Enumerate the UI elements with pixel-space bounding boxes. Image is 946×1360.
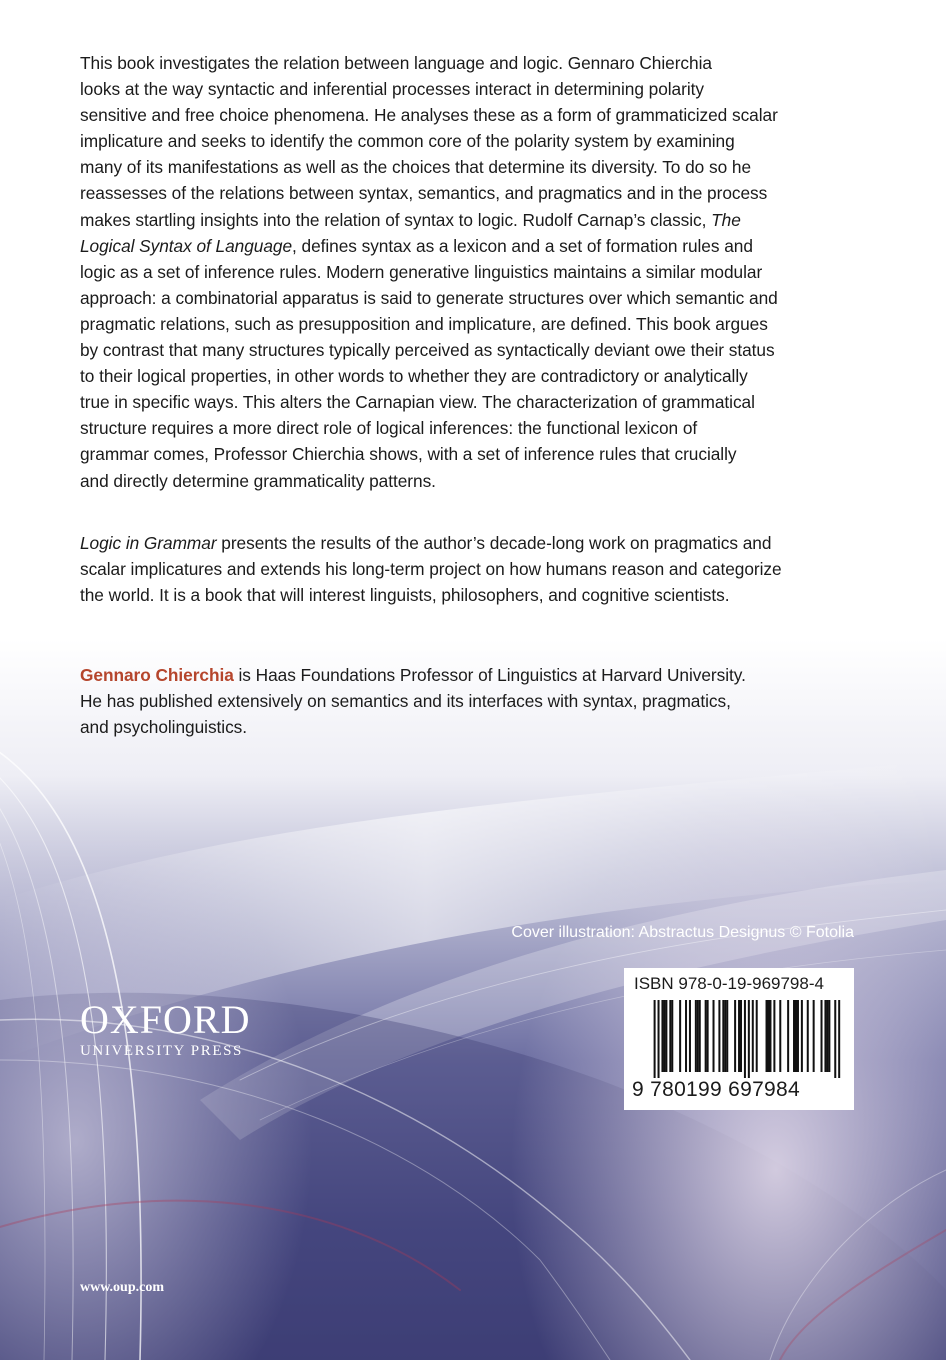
barcode-bar bbox=[665, 1000, 667, 1072]
barcode-bar bbox=[722, 1000, 724, 1072]
description-line: many of its manifestations as well as the choices that determine its diversity. To do so he bbox=[80, 157, 752, 178]
barcode-bar bbox=[671, 1000, 673, 1072]
description-line: This book investigates the relation between language and logic. Gennaro Chierchia bbox=[80, 53, 712, 73]
barcode-bar bbox=[654, 1000, 656, 1078]
description-line: and directly determine grammaticality patterns. bbox=[80, 470, 436, 491]
barcode-bar bbox=[821, 1000, 823, 1072]
cited-title-start: The bbox=[711, 209, 741, 230]
barcode-bar bbox=[801, 1000, 803, 1072]
barcode-bar bbox=[679, 1000, 681, 1072]
description-line: grammar comes, Professor Chierchia shows, with a set of inference rules that crucially bbox=[80, 444, 737, 465]
book-title: Logic in Grammar bbox=[80, 533, 217, 553]
author-bio bbox=[80, 662, 860, 740]
publisher-logo bbox=[80, 997, 300, 1060]
barcode-bar bbox=[748, 1000, 750, 1078]
publisher-name: OXFORD bbox=[80, 997, 251, 1042]
cited-title-end: Logical Syntax of Language bbox=[80, 235, 292, 256]
publisher-subtitle: UNIVERSITY PRESS bbox=[80, 1043, 243, 1059]
barcode-bar bbox=[744, 1000, 746, 1078]
description-line: true in specific ways. This alters the Carnapian view. The characterization of grammatical bbox=[80, 392, 755, 413]
barcode-bar bbox=[773, 1000, 775, 1072]
barcode-bar bbox=[705, 1000, 707, 1072]
isbn-label: ISBN 978-0-19-969798-4 bbox=[634, 974, 824, 993]
barcode-panel bbox=[624, 968, 854, 1110]
summary-paragraph bbox=[80, 530, 860, 608]
summary-text: presents the results of the author’s decade-long work on pragmatics and bbox=[216, 533, 772, 553]
barcode-bar bbox=[697, 1000, 699, 1072]
barcode-bar bbox=[724, 1000, 726, 1072]
barcode-bar bbox=[734, 1000, 736, 1072]
barcode-bar bbox=[661, 1000, 663, 1072]
barcode-bar bbox=[826, 1000, 828, 1072]
summary-line bbox=[80, 530, 860, 556]
author-bio-line: and psycholinguistics. bbox=[80, 717, 248, 738]
description-line: implicature and seeks to identify the common core of the polarity system by examining bbox=[80, 131, 735, 152]
description-line: looks at the way syntactic and inferential processes interact in determining polarity bbox=[80, 79, 704, 100]
description-line: reassesses of the relations between syntax, semantics, and pragmatics and in the process bbox=[80, 183, 768, 204]
summary-line: the world. It is a book that will interest linguists, philosophers, and cognitive scientists. bbox=[80, 585, 730, 606]
description-line: pragmatic relations, such as presupposition and implicature, are defined. This book argues bbox=[80, 313, 768, 334]
barcode-bar bbox=[707, 1000, 709, 1072]
barcode-icon bbox=[632, 1000, 848, 1078]
description-text: makes startling insights into the relation of syntax to logic. Rudolf Carnap’s classic, bbox=[80, 209, 712, 230]
barcode-bar bbox=[807, 1000, 809, 1072]
author-name: Gennaro Chierchia bbox=[80, 665, 234, 685]
barcode-bar bbox=[838, 1000, 840, 1078]
description-paragraph bbox=[80, 50, 860, 494]
description-line: to their logical properties, in other words to whether they are contradictory or analytically bbox=[80, 366, 748, 387]
description-line bbox=[80, 207, 860, 233]
barcode-bar bbox=[669, 1000, 671, 1072]
barcode-bar bbox=[713, 1000, 715, 1072]
summary-line: scalar implicatures and extends his long-term project on how humans reason and categorize bbox=[80, 559, 782, 580]
barcode-bar bbox=[828, 1000, 830, 1072]
description-line: sensitive and free choice phenomena. He analyses these as a form of grammaticized scalar bbox=[80, 105, 778, 126]
barcode-bar bbox=[740, 1000, 742, 1072]
author-bio-line bbox=[80, 662, 860, 688]
barcode-bar bbox=[756, 1000, 758, 1072]
barcode-bar bbox=[834, 1000, 836, 1078]
barcode-bar bbox=[752, 1000, 754, 1072]
description-line: approach: a combinatorial apparatus is said to generate structures over which semantic and bbox=[80, 287, 778, 308]
barcode-bar bbox=[689, 1000, 691, 1072]
barcode-bar bbox=[767, 1000, 769, 1072]
barcode-bar bbox=[797, 1000, 799, 1072]
barcode-bar bbox=[685, 1000, 687, 1072]
description-line: by contrast that many structures typically perceived as syntactically deviant owe their status bbox=[80, 340, 775, 361]
publisher-website: www.oup.com bbox=[80, 1280, 165, 1295]
barcode-bar bbox=[793, 1000, 795, 1072]
cover-illustration-credit: Cover illustration: Abstractus Designus © Fotolia bbox=[511, 924, 854, 941]
description-line: structure requires a more direct role of logical inferences: the functional lexicon of bbox=[80, 418, 698, 439]
barcode-bar bbox=[824, 1000, 826, 1072]
barcode-bar bbox=[766, 1000, 768, 1072]
barcode-bar bbox=[695, 1000, 697, 1072]
description-line: logic as a set of inference rules. Modern generative linguistics maintains a similar modular bbox=[80, 261, 763, 282]
barcode-bar bbox=[769, 1000, 771, 1072]
author-bio-line: He has published extensively on semantics and its interfaces with syntax, pragmatics, bbox=[80, 691, 731, 712]
barcode-bar bbox=[658, 1000, 660, 1078]
barcode-bar bbox=[699, 1000, 701, 1072]
barcode-bar bbox=[718, 1000, 720, 1072]
author-bio-text: is Haas Foundations Professor of Linguistics at Harvard University. bbox=[233, 665, 746, 685]
description-text: , defines syntax as a lexicon and a set of formation rules and bbox=[292, 235, 753, 256]
barcode-bar bbox=[813, 1000, 815, 1072]
barcode-bar bbox=[663, 1000, 665, 1072]
barcode-bar bbox=[779, 1000, 781, 1072]
barcode-bar bbox=[726, 1000, 728, 1072]
barcode-bar bbox=[738, 1000, 740, 1072]
description-line bbox=[80, 233, 860, 259]
barcode-digits: 9 780199 697984 bbox=[632, 1078, 800, 1101]
barcode-bar bbox=[787, 1000, 789, 1072]
barcode-bar bbox=[795, 1000, 797, 1072]
